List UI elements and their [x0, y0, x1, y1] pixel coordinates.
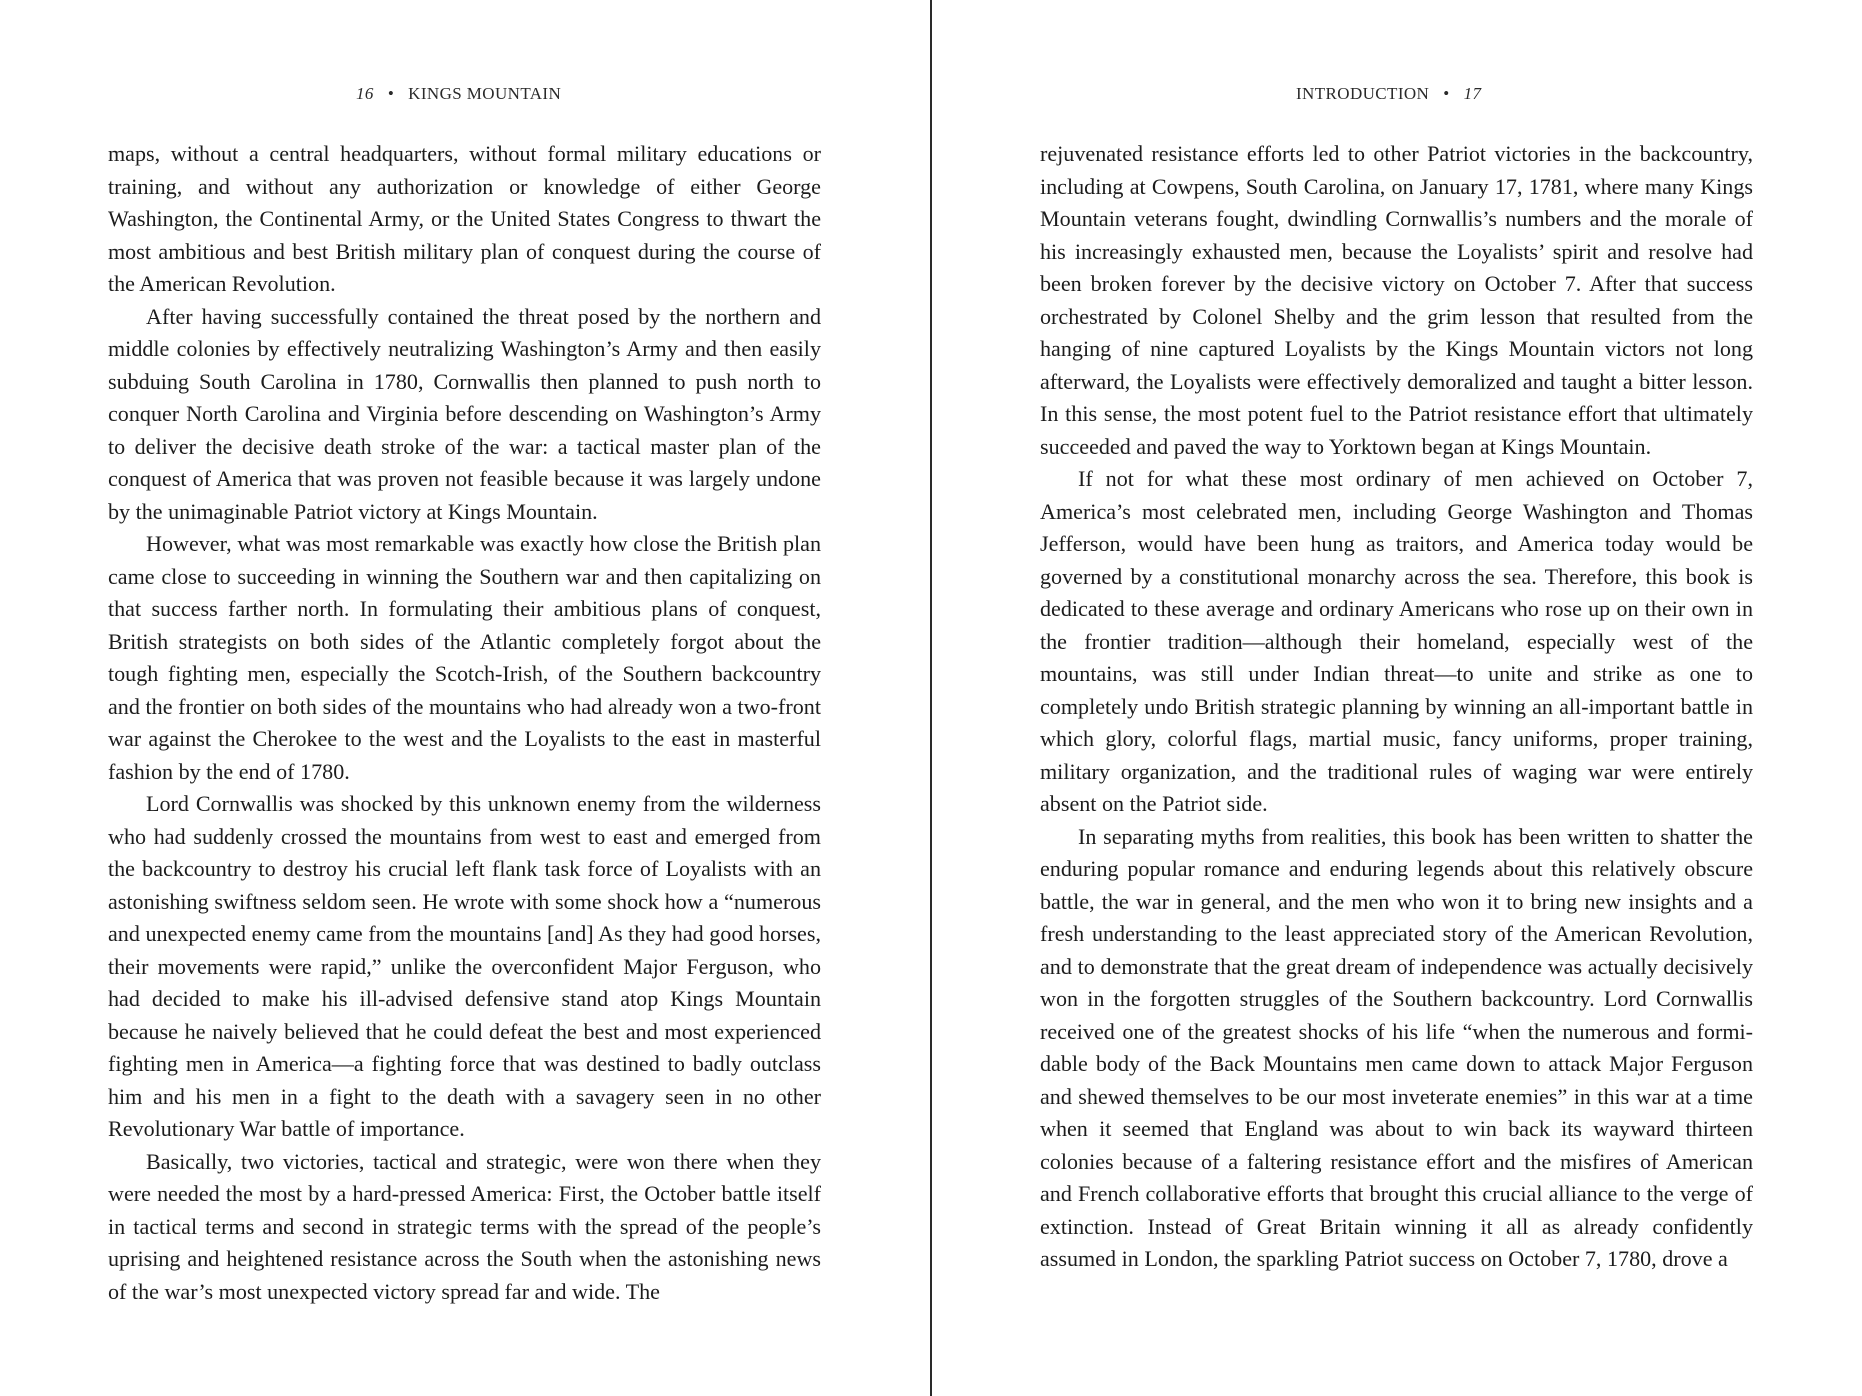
running-head-separator: • [387, 84, 395, 103]
body-text-left [108, 138, 821, 1308]
page-number: 16 [356, 84, 374, 103]
page-number: 17 [1463, 84, 1482, 103]
paragraph: After having successfully contained the threat posed by the northern and middle colonies by effectively neutralizing Washington’s Army and then easily subduing South Carolina in 1780, Cornwallis then planned to push north to conquer North Carolina and Virginia before descending on Washington’s Army to deliver the decisive death stroke of the war: a tactical master plan of the conquest of America that was proven not feasible because it was largely undone by the unimaginable Patriot victory at Kings Mountain. [108, 303, 821, 524]
paragraph: rejuvenated resistance efforts led to other Patriot victories in the backcountry, including at Cowpens, South Carolina, on January 17, 1781, where many Kings Mountain veterans fought, dwindling Cornwallis’s numbers and the morale of his increasingly exhausted men, because the Loyalists’ spirit and resolve had been broken forever by the decisive victory on October 7. After that success orchestrated by Colonel Shelby and the grim lesson that resulted from the hanging of nine captured Loyalists by the Kings Mountain victors not long afterward, the Loyalists were effectively demoralized and taught a bitter lesson. In this sense, the most potent fuel to the Patriot resistance effort that ultimately succeeded and paved the way to Yorktown began at Kings Mountain. [1040, 141, 1753, 459]
paragraph: maps, without a central headquarters, without formal military educations or training, and without any authorization or knowledge of either George Washington, the Continental Army, or the United States Congress to thwart the most ambitious and best British military plan of conquest during the course of the American Revolution. [108, 141, 821, 296]
running-head-book-title: KINGS MOUNTAIN [408, 84, 562, 103]
paragraph: Lord Cornwallis was shocked by this unknown enemy from the wilderness who had suddenly crossed the mountains from west to east and emerged from the backcountry to destroy his crucial left flank task force of Loyalists with an astonishing swiftness seldom seen. He wrote with some shock how a “numerous and unexpected enemy came from the mountains [and] As they had good horses, their movements were rapid,” unlike the overconfident Major Ferguson, who had decided to make his ill-advised defensive stand atop Kings Mountain because he naively believed that he could defeat the best and most experienced fighting men in America—a fighting force that was destined to badly outclass him and his men in a fight to the death with a savagery seen in no other Revolutionary War battle of importance. [108, 791, 821, 1141]
right-page [932, 0, 1862, 1396]
running-head-right [1296, 84, 1481, 104]
running-head-chapter-title: INTRODUCTION [1296, 84, 1430, 103]
body-text-right [1040, 138, 1753, 1276]
paragraph: However, what was most remarkable was exactly how close the British plan came close to succeeding in winning the Southern war and then capitalizing on that success farther north. In formulating their ambitious plans of conquest, British strategists on both sides of the Atlantic completely forgot about the tough fighting men, especially the Scotch-Irish, of the Southern backcountry and the frontier on both sides of the mountains who had already won a two-front war against the Cherokee to the west and the Loyalists to the east in masterful fashion by the end of 1780. [108, 531, 821, 784]
left-page [0, 0, 930, 1396]
paragraph: Basically, two victories, tactical and strategic, were won there when they were needed the most by a hard-pressed America: First, the October battle itself in tactical terms and second in strategic terms with the spread of the people’s uprising and heightened resistance across the South when the astonishing news of the war’s most unexpected victory spread far and wide. The [108, 1148, 821, 1304]
running-head-left [356, 84, 561, 104]
paragraph: If not for what these most ordinary of men achieved on October 7, America’s most celebrated men, including George Washington and Thomas Jefferson, would have been hung as traitors, and America today would be governed by a constitutional monarchy across the sea. Therefore, this book is dedicated to these average and ordinary Americans who rose up on their own in the frontier tradition—although their homeland, especially west of the mountains, was still under Indian threat—to unite and strike as one to completely undo British strategic planning by winning an all-important battle in which glory, colorful flags, martial music, fancy uniforms, proper training, military organization, and the traditional rules of waging war were entirely absent on the Patriot side. [1040, 466, 1753, 816]
paragraph: In separating myths from realities, this book has been written to shatter the enduring popular romance and enduring legends about this relatively obscure battle, the war in general, and the men who won it to bring new insights and a fresh understanding to the least appreciated story of the American Revolution, and to demonstrate that the great dream of independence was actually decisively won in the forgotten struggles of the Southern backcountry. Lord Cornwallis received one of the greatest shocks of his life “when the numerous and formidable body of the Back Mountains men came down to attack Major Ferguson and shewed themselves to be our most inveterate enemies” in this war at a time when it seemed that England was about to win back its wayward thirteen colonies because of a faltering resistance effort and the misfires of American and French collaborative efforts that brought this crucial alliance to the verge of extinction. Instead of Great Britain winning it all as already confidently assumed in London, the sparkling Patriot success on October 7, 1780, drove a [1040, 823, 1753, 1271]
running-head-separator: • [1443, 84, 1450, 103]
